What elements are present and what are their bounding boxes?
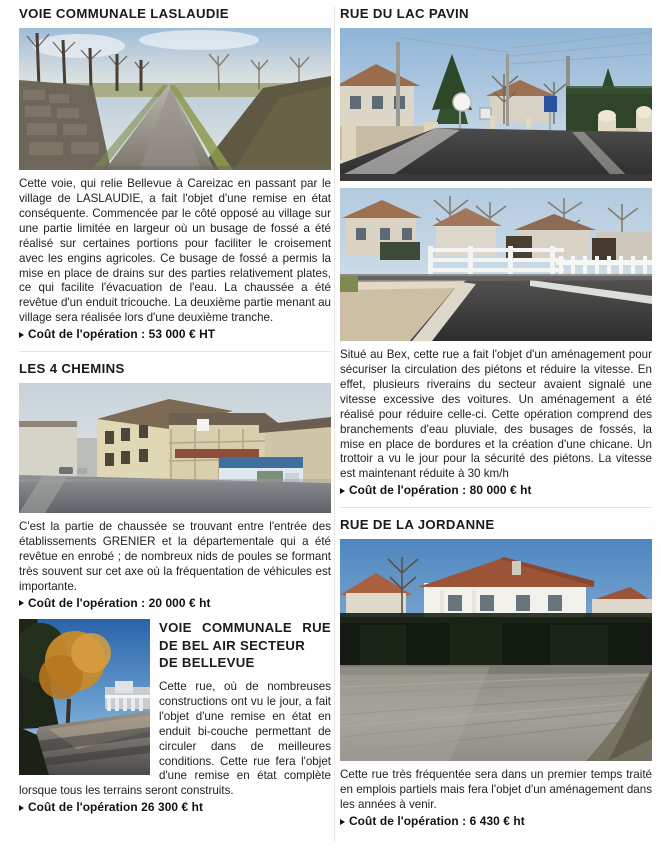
cost-label: Coût de l'opération : 6 430 € ht	[349, 814, 525, 829]
photo-laslaudie	[19, 28, 331, 170]
section-title-rue-du-lac-pavin: RUE DU LAC PAVIN	[340, 6, 469, 21]
section-title-laslaudie: VOIE COMMUNALE LASLAUDIE	[19, 6, 229, 21]
section-les-4-chemins	[19, 361, 331, 610]
title-line-1: VOIE COMMUNALE RUE	[159, 619, 331, 635]
cost-rue-du-lac-pavin	[340, 483, 652, 497]
cost-rue-de-la-jordanne	[340, 814, 652, 828]
cost-les-4-chemins	[19, 596, 331, 610]
cost-label: Coût de l'opération : 53 000 € HT	[28, 327, 216, 342]
section-title-rue-de-la-jordanne: RUE DE LA JORDANNE	[340, 517, 495, 533]
section-rule	[19, 351, 331, 352]
cost-laslaudie	[19, 327, 331, 341]
cost-label: Coût de l'opération : 80 000 € ht	[349, 483, 532, 498]
photo-rue-du-lac-pavin-2	[340, 188, 652, 341]
column-divider	[334, 6, 335, 842]
bullet-triangle-icon	[19, 805, 24, 811]
bullet-triangle-icon	[19, 600, 24, 606]
photo-rue-de-la-jordanne	[340, 539, 652, 761]
section-rule	[340, 507, 652, 508]
bullet-triangle-icon	[19, 332, 24, 338]
title-line-2: DE BEL AIR SECTEUR	[159, 637, 306, 653]
section-body-les-4-chemins: C'est la partie de chaussée se trouvant entre l'entrée des établissements GRENIER et la départementale qui a été revêtue en enrobé ; de nombreux nids de poules se formant très souvent sur cet axe où la fréquentation de véhicules est importante.	[19, 520, 331, 593]
section-body-laslaudie: Cette voie, qui relie Bellevue à Careizac en passant par le village de LASLAUDIE, a fait l'objet d'une remise en état conséquente. Commencée par le côté opposé au village sur une partie limitée en largeur où un busage de fossé a été réalisé sur certaines portions pour faciliter le croisement avec les engins agricoles. Ce busage de fossé a permis la mise en place de drains sur des parties relativement plates, ce qui facilite l'évacuation de l'eau. La chaussée a été revêtue d'un enduit tricouche. La deuxième partie menant au village sera réalisée lors d'une deuxième tranche.	[19, 177, 331, 325]
photo-les-4-chemins	[19, 383, 331, 513]
section-rue-de-la-jordanne	[340, 517, 652, 828]
cost-label: Coût de l'opération : 20 000 € ht	[28, 595, 211, 610]
section-body-rue-de-la-jordanne: Cette rue très fréquentée sera dans un premier temps traité en emplois partiels mais fera l'objet d'un aménagement dans les années à venir.	[340, 768, 652, 812]
title-line-3: DE BELLEVUE	[159, 655, 255, 671]
cost-rue-de-bel-air	[19, 800, 331, 814]
section-body-rue-de-bel-air: Cette rue, où de nombreuses constructions ont vu le jour, a fait l'objet d'une remise en état en enduit bi-couche permettant de circuler dans de meilleures conditions. Cette rue fera l'objet d'une remise en état complète lorsque tous les terrains seront construits.	[19, 680, 331, 798]
left-column	[19, 0, 331, 814]
photo-rue-du-lac-pavin-1	[340, 28, 652, 181]
bullet-triangle-icon	[340, 819, 345, 825]
right-column	[340, 0, 652, 828]
section-title-les-4-chemins: LES 4 CHEMINS	[19, 361, 125, 377]
bullet-triangle-icon	[340, 488, 345, 494]
cost-label: Coût de l'opération 26 300 € ht	[28, 800, 204, 815]
photo-rue-de-bel-air	[19, 619, 150, 775]
section-body-rue-du-lac-pavin: Situé au Bex, cette rue a fait l'objet d'un aménagement pour sécuriser la circulation des piétons et réduire la vitesse. En effet, plusieurs riverains du secteur avaient signalé une vitesse excessive des voitures. Un aménagement a été réalisé pour réduire celle-ci. Cette opération comprend des branchements d'eau pluviale, des busages de fossés, la mise en place de bordures et la création d'une chicane. Un trottoir a vu le jour pour la sécurité des piétons. La vitesse est maintenant réduite à 30 km/h	[340, 348, 652, 481]
section-rue-du-lac-pavin	[340, 6, 652, 497]
section-voie-communale-rue-de-bel-air	[19, 619, 331, 815]
section-voie-communale-laslaudie	[19, 6, 331, 341]
